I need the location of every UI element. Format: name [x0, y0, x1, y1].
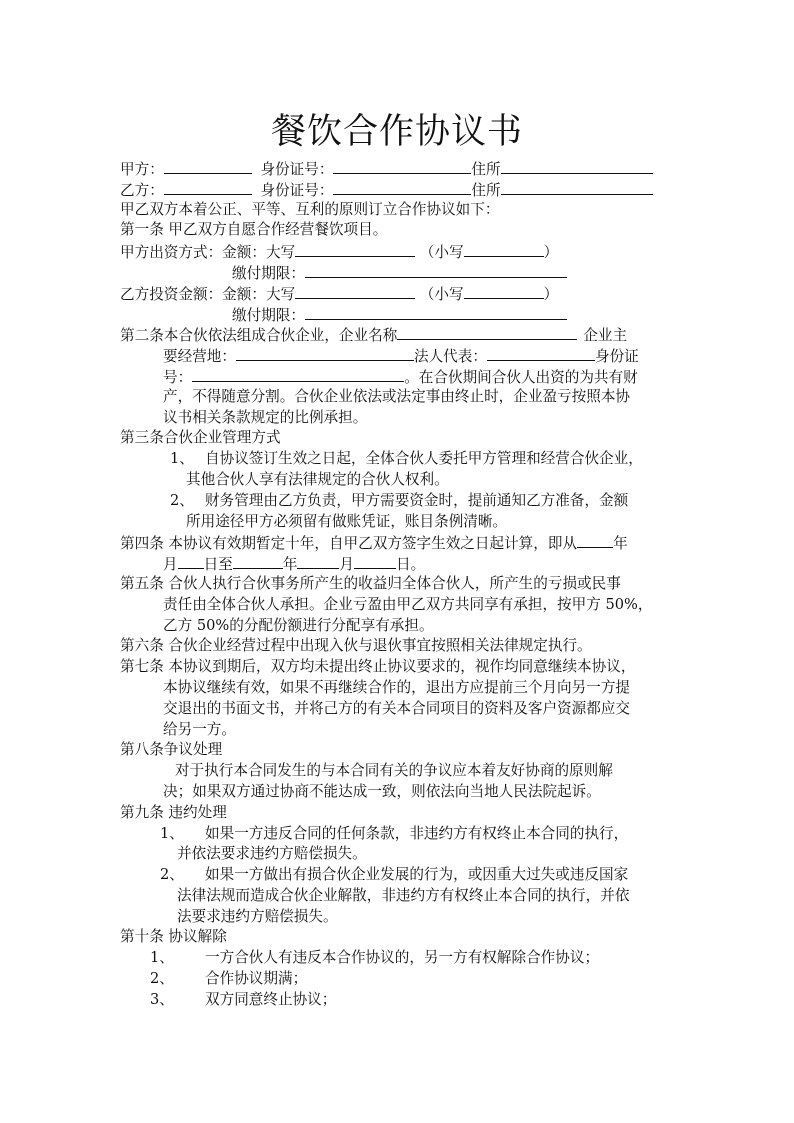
- item-text: 合作协议期满；: [205, 970, 308, 988]
- article-2-text: 。在合伙期间合伙人出资的为共有财: [404, 368, 638, 386]
- article-2-line-3: [120, 366, 680, 387]
- end-day-blank[interactable]: [354, 553, 396, 569]
- party-b-investment-line: [120, 283, 680, 304]
- amount-figures-label: （小写: [419, 244, 464, 262]
- party-a-address-blank[interactable]: [501, 158, 653, 174]
- party-b-label: 乙方：: [120, 181, 164, 199]
- article-8-heading: 第八条争议处理: [120, 741, 223, 759]
- address-label: 住所: [471, 161, 501, 178]
- article-4-line-2: [120, 553, 680, 574]
- deadline-label: 缴付期限：: [232, 306, 305, 324]
- party-a-investment-line: [120, 241, 680, 262]
- party-a-investment-label: 甲方出资方式：: [120, 244, 223, 262]
- legal-rep-blank[interactable]: [487, 345, 595, 361]
- start-month-blank[interactable]: [178, 553, 204, 569]
- article-10-item-1: [120, 948, 680, 969]
- party-b-name-blank[interactable]: [164, 179, 252, 195]
- article-2-text: 号：: [163, 368, 193, 386]
- article-5-line-3: 乙方 50%的分配份额进行分配享有承担。: [163, 616, 434, 634]
- end-month-blank[interactable]: [297, 553, 339, 569]
- close-paren: ）: [543, 285, 559, 303]
- start-year-blank[interactable]: [577, 532, 613, 548]
- article-7-line-1: 第七条 本协议到期后，双方均未提出终止协议要求的，视作均同意继续本协议，: [120, 658, 636, 676]
- item-text: 一方合伙人有违反本合作协议的，另一方有权解除合作协议；: [205, 949, 600, 967]
- article-10-heading: 第十条 协议解除: [120, 928, 227, 946]
- article-9-item-1: [120, 824, 680, 845]
- article-7-line-3: 交退出的书面文书，并将己方的有关本合同项目的资料及客户资源都应交: [163, 699, 631, 717]
- article-4-text: 第四条 本协议有效期暂定十年，自甲乙双方签字生效之日起计算，即从: [120, 535, 578, 553]
- article-3-item-2: [120, 491, 680, 512]
- intro: 甲乙双方本着公正、平等、互利的原则订立合作协议如下：: [120, 200, 500, 218]
- item-number: 1、: [160, 824, 184, 842]
- article-9-item-2: [120, 865, 680, 886]
- id-label: 身份证号：: [260, 181, 334, 199]
- article-3-item-1-cont: 其他合伙人享有法律规定的合伙人权利。: [186, 470, 449, 488]
- article-5-line-1: 第五条 合伙人执行合伙事务所产生的收益归全体合伙人，所产生的亏损或民事: [120, 574, 621, 592]
- party-a-label: 甲方：: [120, 161, 164, 178]
- month-label: 月: [339, 556, 355, 574]
- party-a-id-blank[interactable]: [333, 158, 471, 174]
- article-3-item-2-cont: 所用途径甲方必须留有做账凭证，账目条例清晰。: [186, 512, 508, 530]
- article-3-item-1: [120, 449, 680, 470]
- article-8-line-1: 对于执行本合同发生的与本合同有关的争议应本着友好协商的原则解: [175, 762, 613, 780]
- item-text: 如果一方做出有损合伙企业发展的行为，或因重大过失或违反国家: [205, 866, 629, 884]
- month-label: 月: [163, 556, 178, 574]
- party-b-amount-figures-blank[interactable]: [464, 283, 544, 299]
- article-4-line-1: [120, 532, 680, 553]
- business-address-blank[interactable]: [236, 345, 414, 361]
- article-9-heading: 第九条 违约处理: [120, 803, 227, 821]
- party-b-address-blank[interactable]: [501, 179, 653, 195]
- article-8-line-2: 决；如果双方通过协商不能达成一致，则依法向当地人民法院起诉。: [163, 782, 601, 800]
- item-number: 1、: [170, 450, 194, 468]
- party-b-deadline-blank[interactable]: [305, 304, 567, 320]
- article-5-line-2: 责任由全体合伙人承担。企业亏盈由甲乙双方共同享有承担，按甲方 50%，: [163, 595, 653, 613]
- party-a-name-blank[interactable]: [164, 158, 252, 174]
- legal-rep-id-blank[interactable]: [192, 366, 404, 382]
- company-name-blank[interactable]: [397, 324, 577, 340]
- day-label: 日。: [396, 556, 426, 574]
- item-text: 自协议签订生效之日起，全体合伙人委托甲方管理和经营合伙企业，: [205, 450, 643, 468]
- article-9-item-1-cont: 并依法要求违约方赔偿损失。: [177, 845, 367, 863]
- article-10-item-2: [120, 969, 680, 990]
- article-7-line-4: 给另一方。: [163, 720, 236, 738]
- item-number: 2、: [150, 970, 174, 988]
- party-b-amount-words-blank[interactable]: [295, 283, 415, 299]
- article-9-item-2-cont: 法要求违约方赔偿损失。: [177, 907, 338, 925]
- id-label: 身份证号：: [260, 161, 334, 178]
- article-3-heading: 第三条合伙企业管理方式: [120, 429, 281, 447]
- article-2-text: 要经营地：: [163, 348, 236, 366]
- party-b-investment-label: 乙方投资金额：: [120, 285, 223, 303]
- document-title: 餐饮合作协议书: [270, 112, 523, 152]
- party-a-deadline-blank[interactable]: [305, 262, 567, 278]
- article-6: 第六条 合伙企业经营过程中出现入伙与退伙事宜按照相关法律规定执行。: [120, 637, 592, 655]
- year-label: 年: [613, 535, 628, 553]
- party-b-id-blank[interactable]: [333, 179, 471, 195]
- article-2-text: 企业主: [583, 327, 628, 345]
- item-text: 财务管理由乙方负责，甲方需要资金时，提前通知乙方准备，金额: [205, 491, 629, 509]
- article-2-line-2: [120, 345, 680, 366]
- article-2-text: 身份证: [594, 348, 639, 366]
- amount-label: 金额：大写: [222, 285, 296, 303]
- document-body: [120, 158, 680, 1011]
- item-number: 2、: [160, 866, 184, 884]
- party-a-amount-words-blank[interactable]: [295, 241, 415, 257]
- article-7-line-2: 本协议继续有效，如果不再继续合作的，退出方应提前三个月向另一方提: [163, 678, 631, 696]
- item-number: 2、: [170, 491, 194, 509]
- year-label: 年: [282, 556, 298, 574]
- article-1: 第一条 甲乙双方自愿合作经营餐饮项目。: [120, 221, 388, 239]
- party-a-line: [120, 158, 680, 179]
- amount-figures-label: （小写: [419, 285, 464, 303]
- article-2-text: 第二条本合伙依法组成合伙企业，企业名称: [120, 327, 398, 345]
- item-text: 如果一方违反合同的任何条款，非违约方有权终止本合同的执行，: [205, 824, 629, 842]
- item-number: 3、: [150, 990, 174, 1008]
- article-10-item-3: [120, 990, 680, 1011]
- article-2-text: 法人代表：: [413, 348, 487, 366]
- amount-label: 金额：大写: [222, 244, 296, 262]
- party-a-deadline-line: [120, 262, 680, 283]
- end-year-blank[interactable]: [233, 553, 283, 569]
- party-b-line: [120, 179, 680, 200]
- article-2-line-4: 产，不得随意分割。合伙企业依法或法定事由终止时，企业盈亏按照本协: [163, 387, 631, 405]
- article-9-item-2-cont: 法律法规而造成合伙企业解散，非违约方有权终止本合同的执行，并依: [177, 886, 630, 904]
- item-text: 双方同意终止协议；: [205, 990, 337, 1008]
- party-a-amount-figures-blank[interactable]: [464, 241, 544, 257]
- party-b-deadline-line: [120, 304, 680, 325]
- article-2-line-1: [120, 324, 680, 345]
- close-paren: ）: [543, 244, 559, 262]
- item-number: 1、: [150, 949, 174, 967]
- address-label: 住所: [471, 181, 501, 199]
- deadline-label: 缴付期限：: [232, 264, 305, 282]
- day-to-label: 日至: [203, 556, 233, 574]
- article-2-line-5: 议书相关条款规定的比例承担。: [163, 408, 368, 426]
